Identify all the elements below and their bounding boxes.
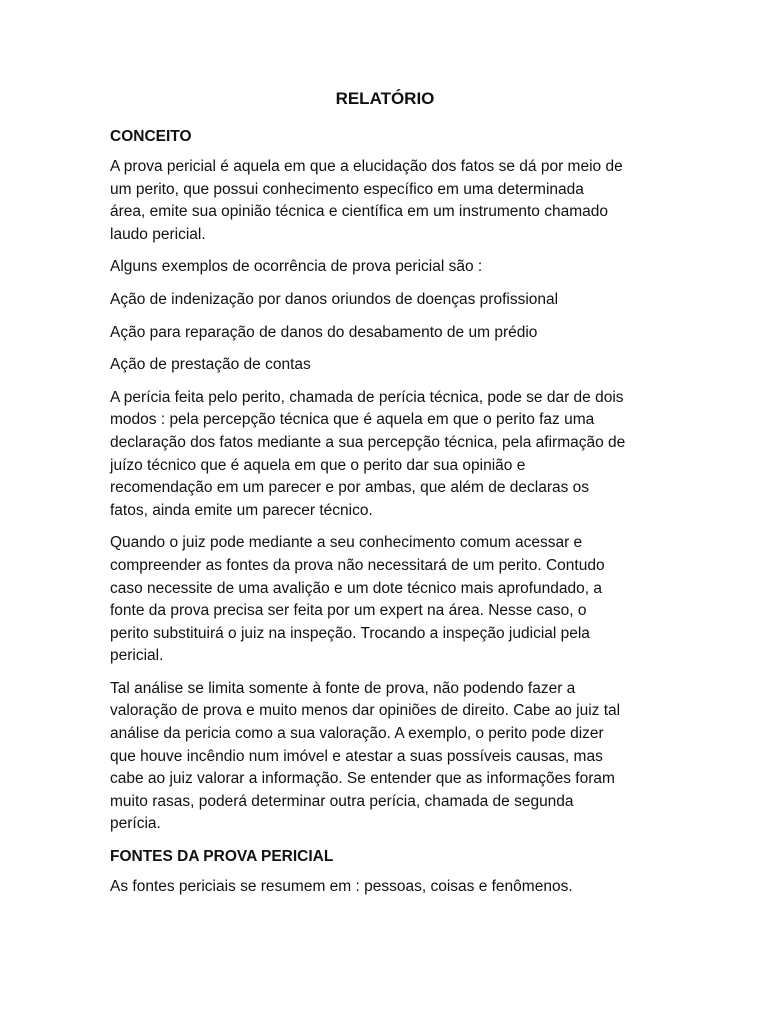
text-line: modos : pela percepção técnica que é aquela em que o perito faz uma [110, 411, 595, 429]
document-body [110, 126, 660, 899]
paragraph [110, 354, 660, 377]
text-line: perito substituirá o juiz na inspeção. Trocando a inspeção judicial pela [110, 624, 590, 642]
paragraph [110, 322, 660, 345]
text-line: fonte da prova precisa ser feita por um expert na área. Nesse caso, o [110, 602, 587, 620]
section-heading: FONTES DA PROVA PERICIAL [110, 848, 334, 866]
paragraph [110, 678, 660, 836]
text-line: As fontes periciais se resumem em : pessoas, coisas e fenômenos. [110, 878, 573, 896]
paragraph [110, 289, 660, 312]
text-line: perícia. [110, 815, 161, 833]
paragraph [110, 876, 660, 899]
text-line: cabe ao juiz valorar a informação. Se entender que as informações foram [110, 770, 615, 788]
document-title: RELATÓRIO [335, 89, 435, 108]
text-line: Ação de prestação de contas [110, 356, 311, 374]
text-line: A prova pericial é aquela em que a elucidação dos fatos se dá por meio de [110, 158, 623, 175]
text-line: fatos, ainda emite um parecer técnico. [110, 501, 373, 519]
text-line: Tal análise se limita somente à fonte de prova, não podendo fazer a [110, 679, 576, 697]
text-line: compreender as fontes da prova não necessitará de um perito. Contudo [110, 556, 605, 574]
text-line: Alguns exemplos de ocorrência de prova pericial são : [110, 258, 483, 276]
text-line: laudo pericial. [110, 225, 206, 243]
text-line: pericial. [110, 647, 164, 665]
text-line: Ação para reparação de danos do desabamento de um prédio [110, 323, 538, 341]
text-line: Quando o juiz pode mediante a seu conhecimento comum acessar e [110, 534, 583, 552]
paragraph [110, 256, 660, 279]
paragraph [110, 156, 660, 246]
text-line: que houve incêndio num imóvel e atestar a suas possíveis causas, mas [110, 747, 603, 765]
text-line: valoração de prova e muito menos dar opiniões de direito. Cabe ao juiz tal [110, 702, 621, 720]
text-line: recomendação em um parecer e por ambas, que além de declaras os [110, 479, 590, 497]
text-line: A perícia feita pelo perito, chamada de perícia técnica, pode se dar de dois [110, 388, 624, 406]
paragraph [110, 387, 660, 523]
text-line: análise da pericia como a sua valoração. A exemplo, o perito pode dizer [110, 725, 604, 743]
paragraph [110, 532, 660, 668]
text-line: caso necessite de uma avalição e um dote técnico mais aprofundado, a [110, 579, 602, 597]
text-line: Ação de indenização por danos oriundos de doenças profissional [110, 290, 559, 308]
text-line: juízo técnico que é aquela em que o perito dar sua opinião e [110, 456, 526, 474]
text-line: declaração dos fatos mediante a sua percepção técnica, pela afirmação de [110, 433, 626, 451]
text-line: um perito, que possui conhecimento específico em uma determinada [110, 180, 584, 198]
section-heading: CONCEITO [110, 128, 192, 145]
text-line: área, emite sua opinião técnica e científica em um instrumento chamado [110, 203, 608, 221]
text-line: muito rasas, poderá determinar outra perícia, chamada de segunda [110, 792, 574, 810]
